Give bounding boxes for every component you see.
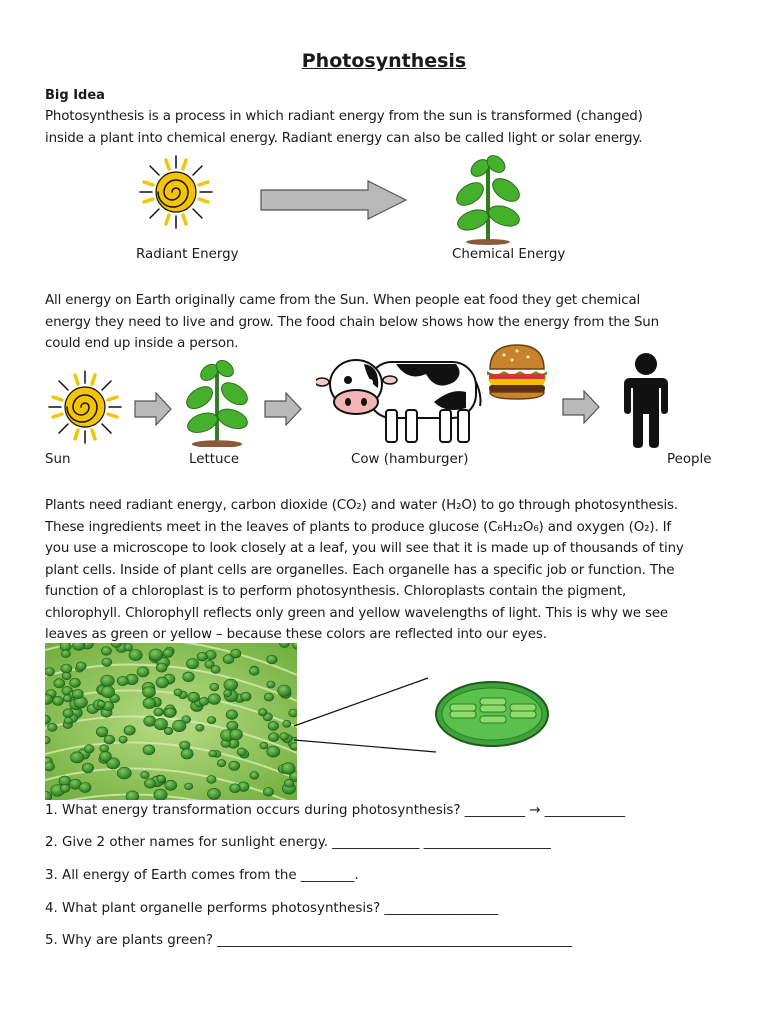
chloroplast-icon — [432, 678, 552, 750]
page-title: Photosynthesis — [301, 50, 467, 72]
paragraph-line: could end up inside a person. — [45, 336, 239, 351]
photosynthesis-paragraph — [45, 495, 735, 646]
paragraph-line: Photosynthesis is a process in which radiant energy from the sun is transformed (changed) — [45, 109, 643, 124]
arrow-right-icon — [562, 390, 600, 424]
question-2: 2. Give 2 other names for sunlight energy. _____________ ___________________ — [45, 835, 551, 850]
zoom-connector-lines — [290, 672, 440, 756]
arrow-right-icon — [264, 392, 302, 426]
question-5: 5. Why are plants green? _____________________________________________________ — [45, 933, 573, 948]
question-3: 3. All energy of Earth comes from the ________. — [45, 868, 359, 883]
food-chain-label: Sun — [45, 452, 71, 467]
radiant-energy-label: Radiant Energy — [136, 247, 239, 262]
paragraph-line: inside a plant into chemical energy. Radiant energy can also be called light or solar energy. — [45, 130, 643, 146]
paragraph-line: All energy on Earth originally came from the Sun. When people eat food they get chemical — [45, 293, 641, 308]
question-1: 1. What energy transformation occurs during photosynthesis? _________ → ____________ — [45, 803, 626, 818]
plant-icon — [448, 150, 528, 245]
question-4: 4. What plant organelle performs photosynthesis? _________________ — [45, 901, 499, 916]
lettuce-plant-icon — [178, 355, 256, 447]
arrow-right-icon — [134, 392, 172, 426]
big-idea-heading: Big Idea — [45, 88, 105, 103]
energy-paragraph — [45, 290, 735, 355]
chemical-energy-label: Chemical Energy — [452, 247, 566, 262]
arrow-right-icon — [260, 180, 408, 220]
big-idea-paragraph — [45, 106, 735, 149]
paragraph-line: leaves as green or yellow – because these colors are reflected into our eyes. — [45, 627, 547, 642]
paragraph-line: Plants need radiant energy, carbon dioxide (CO₂) and water (H₂O) to go through photosynthesis. — [45, 498, 678, 513]
food-chain-label: People — [667, 452, 712, 467]
paragraph-line: you use a microscope to look closely at a leaf, you will see that it is made up of thousands of tiny — [45, 541, 684, 556]
food-chain-label: Cow (hamburger) — [351, 452, 469, 467]
paragraph-line: These ingredients meet in the leaves of plants to produce glucose (C₆H₁₂O₆) and oxygen (O₂). If — [45, 519, 671, 535]
paragraph-line: function of a chloroplast is to perform photosynthesis. Chloroplasts contain the pigment, — [45, 584, 627, 599]
paragraph-line: chlorophyll. Chlorophyll reflects only green and yellow wavelengths of light. This is why we see — [45, 605, 669, 621]
food-chain-label: Lettuce — [189, 452, 240, 467]
person-icon — [620, 352, 672, 448]
hamburger-icon — [484, 343, 550, 401]
sun-icon — [136, 152, 216, 232]
leaf-cells-micrograph — [45, 643, 297, 800]
sun-icon — [45, 367, 125, 447]
cow-icon — [316, 352, 484, 448]
paragraph-line: energy they need to live and grow. The food chain below shows how the energy from the Sun — [45, 314, 659, 330]
paragraph-line: plant cells. Inside of plant cells are organelles. Each organelle has a specific job or function. The — [45, 562, 675, 578]
